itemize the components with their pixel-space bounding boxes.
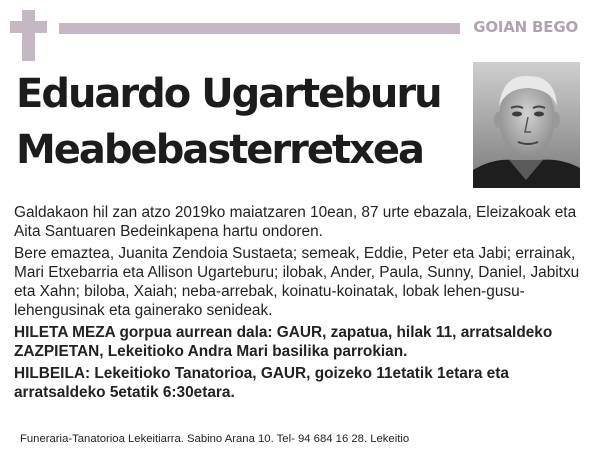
wake-paragraph: HILBEILA: Lekeitioko Tanatorioa, GAUR, goizeko 11etatik 1etara eta arratsaldeko 5etatik 6:30etara. [14, 365, 509, 401]
family-paragraph: Bere emaztea, Juanita Zendoia Sustaeta; semeak, Eddie, Peter eta Jabi; errainak, Mari Etxebarria eta Allison Ugarteburu; ilobak, Ander, Paula, Sunny, Daniel, Jabitxu eta Xahn; biloba, Xaiah; neba-arrebak, koinatu-koinatak, lobak lehen-gusu-lehengusinak eta gainerako senideak. [14, 245, 580, 319]
cross-icon [22, 10, 35, 61]
funeral-home-footer: Funeraria-Tanatorioa Lekeitiarra. Sabino Arana 10. Tel- 94 684 16 28. Lekeitio [20, 433, 410, 445]
portrait-illustration [473, 62, 580, 188]
funeral-mass-paragraph: HILETA MEZA gorpua aurrean dala: GAUR, zapatua, hilak 11, arratsaldeko ZAZPIETAN, Lekeitioko Andra Mari basilika parrokian. [14, 324, 553, 360]
header-rule [59, 23, 460, 34]
deceased-name-line1: Eduardo Ugarteburu [16, 71, 441, 117]
deceased-name-line2: Meabebasterretxea [16, 127, 423, 173]
deceased-name [16, 66, 466, 178]
obituary-body [14, 203, 586, 405]
cross-icon-bar [10, 21, 47, 33]
death-notice-paragraph: Galdakaon hil zan atzo 2019ko maiatzaren 10ean, 87 urte ebazala, Eleizakoak eta Aita Santuaren Bedeinkapena hartu ondoren. [14, 204, 577, 240]
portrait-photo [473, 62, 580, 188]
header-label: GOIAN BEGO [473, 18, 578, 36]
